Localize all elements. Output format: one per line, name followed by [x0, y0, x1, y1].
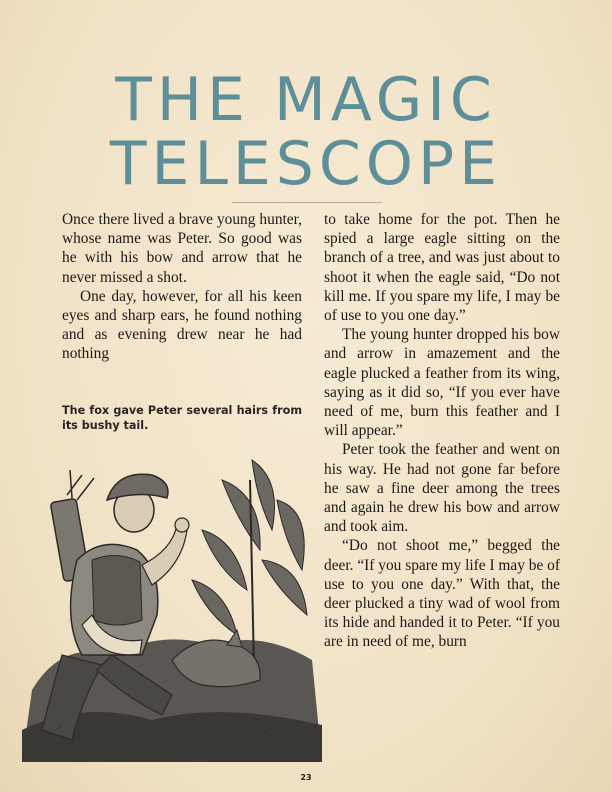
- hunter-with-fox-illustration: [22, 440, 322, 762]
- paragraph: “Do not shoot me,” begged the deer. “If you spare my life I may be of use to you one day.” With that, the deer plucked a tiny wad of wool from its hide and handed it to Peter. “If you are in need of me, burn: [324, 537, 560, 651]
- story-title-line-1: THE MAGIC: [115, 65, 497, 135]
- title-divider: [232, 202, 382, 203]
- right-text-column: [324, 210, 560, 652]
- page-number: 23: [300, 773, 312, 782]
- paragraph: Peter took the feather and went on his way. He had not gone far before he saw a fine deer among the trees and again he drew his bow and arrow and took aim.: [324, 441, 560, 536]
- paragraph: Once there lived a brave young hunter, whose name was Peter. So good was he with his bow and arrow that he never missed a shot.: [62, 211, 302, 286]
- paragraph: One day, however, for all his keen eyes and sharp ears, he found nothing and as evening drew near he had nothing: [62, 287, 302, 363]
- illustration-caption: The fox gave Peter several hairs from its bushy tail.: [62, 404, 302, 432]
- paragraph: to take home for the pot. Then he spied a large eagle sitting on the branch of a tree, and was just about to shoot it when the eagle said, “Do not kill me. If you spare my life, I may be of use to you one day.”: [324, 211, 560, 325]
- story-title-line-2: TELESCOPE: [109, 129, 503, 199]
- paragraph: The young hunter dropped his bow and arrow in amazement and the eagle plucked a feather from its wing, saying as it did so, “If you ever have need of me, burn this feather and I will appear.”: [324, 326, 560, 440]
- left-text-column: [62, 210, 302, 364]
